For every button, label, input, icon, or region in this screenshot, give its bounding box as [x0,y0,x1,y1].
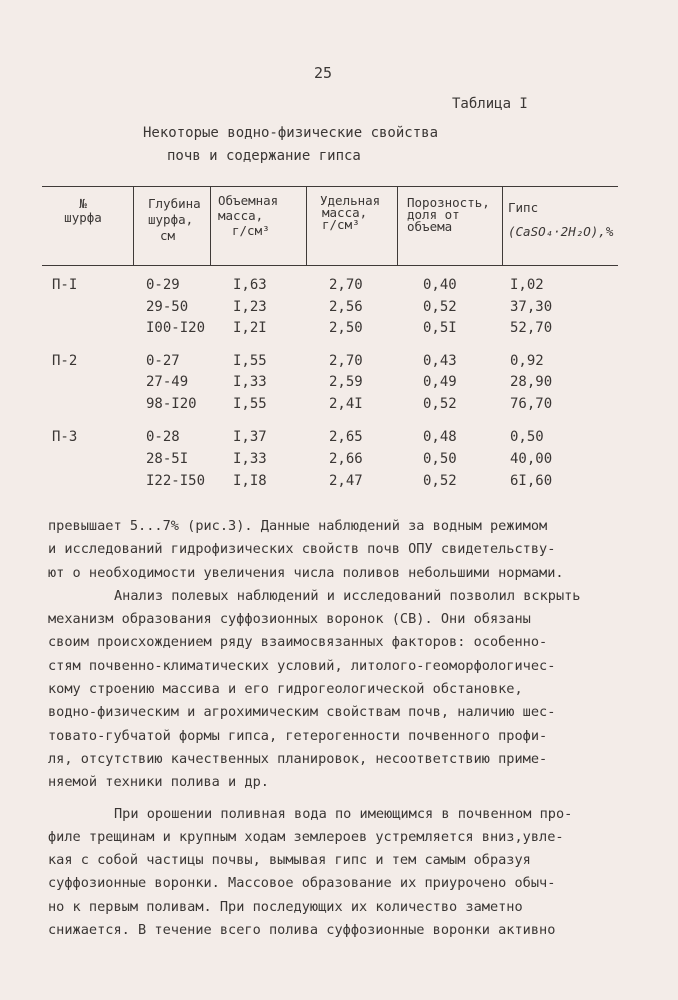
text-line: и исследований гидрофизических свойств почв ОПУ свидетельству- [48,541,556,558]
header-gypsum: Гипс (CaSO₄·2H₂O),% [508,200,614,239]
depth-cell: 27-49 [146,374,189,390]
text-line: суффозионные воронки. Массовое образование их приурочено обыч- [48,875,556,892]
particle-density-cell: 2,66 [329,451,363,467]
bulk-density-cell: I,I8 [233,473,267,489]
porosity-cell: 0,52 [423,396,457,412]
particle-density-cell: 2,47 [329,473,363,489]
porosity-cell: 0,50 [423,451,457,467]
gypsum-cell: 0,92 [510,353,544,369]
particle-density-cell: 2,65 [329,429,363,445]
pit-label: П-I [52,277,78,293]
particle-density-cell: 2,59 [329,374,363,390]
column-divider [210,186,211,266]
bulk-density-cell: I,63 [233,277,267,293]
table-caption-line-2: почв и содержание гипса [167,148,361,164]
porosity-cell: 0,48 [423,429,457,445]
body-text [48,515,648,942]
bulk-density-cell: I,2I [233,320,267,336]
column-divider [502,186,503,266]
text-line: стям почвенно-климатических условий, литолого-геоморфологичес- [48,657,556,674]
header-depth: Глубина шурфа, см [148,196,201,243]
text-line: ют о необходимости увеличения числа поливов небольшими нормами. [48,564,564,581]
porosity-cell: 0,49 [423,374,457,390]
depth-cell: 0-28 [146,429,180,445]
gypsum-cell: 52,70 [510,320,553,336]
text-line: превышает 5...7% (рис.3). Данные наблюдений за водным режимом [48,518,548,534]
bulk-density-cell: I,33 [233,451,267,467]
bulk-density-cell: I,37 [233,429,267,445]
column-divider [306,186,307,266]
depth-cell: 0-27 [146,353,180,369]
gypsum-cell: 40,00 [510,451,553,467]
depth-cell: 0-29 [146,277,180,293]
text-line: своим происхождением ряду взаимосвязанных факторов: особенно- [48,634,548,651]
particle-density-cell: 2,70 [329,353,363,369]
text-line: При орошении поливная вода по имеющимся в почвенном про- [114,805,573,822]
table-header-rule [42,265,618,266]
bulk-density-cell: I,55 [233,396,267,412]
porosity-cell: 0,52 [423,299,457,315]
text-line: ля, отсутствию качественных планировок, несоответствию приме- [48,750,548,767]
gypsum-cell: 37,30 [510,299,553,315]
header-bulk-density: Объемная масса, г/см³ [218,193,279,238]
text-line: но к первым поливам. При последующих их количество заметно [48,898,523,915]
bulk-density-cell: I,23 [233,299,267,315]
gypsum-cell: 0,50 [510,429,544,445]
gypsum-cell: 6I,60 [510,473,553,489]
depth-cell: 98-I20 [146,396,197,412]
header-porosity: Порозность, доля от объема [407,195,490,234]
depth-cell: I00-I20 [146,320,206,336]
particle-density-cell: 2,50 [329,320,363,336]
text-line: товато-губчатой формы гипса, гетерогенности почвенного профи- [48,727,548,744]
gypsum-cell: 28,90 [510,374,553,390]
depth-cell: 29-50 [146,299,189,315]
header-particle-density: Удельная масса, г/см³ [320,193,381,232]
text-line: кая с собой частицы почвы, вымывая гипс и тем самым образуя [48,852,531,869]
text-line: снижается. В течение всего полива суффозионные воронки активно [48,922,556,939]
table-label: Таблица I [452,96,528,112]
text-line: механизм образования суффозионных воронок (СВ). Они обязаны [48,611,531,628]
porosity-cell: 0,5I [423,320,457,336]
text-line: водно-физическим и агрохимическим свойствам почв, наличию шес- [48,704,556,721]
gypsum-cell: I,02 [510,277,544,293]
text-line: филе трещинам и крупным ходам землероев устремляется вниз,увле- [48,828,564,845]
pit-label: П-2 [52,353,78,369]
header-pit: № шурфа [64,196,102,225]
bulk-density-cell: I,33 [233,374,267,390]
depth-cell: I22-I50 [146,473,206,489]
column-divider [397,186,398,266]
particle-density-cell: 2,4I [329,396,363,412]
porosity-cell: 0,40 [423,277,457,293]
column-divider [133,186,134,266]
pit-label: П-3 [52,429,78,445]
depth-cell: 28-5I [146,451,189,467]
table-caption-line-1: Некоторые водно-физические свойства [143,125,439,141]
particle-density-cell: 2,70 [329,277,363,293]
table-top-rule [42,186,618,187]
porosity-cell: 0,43 [423,353,457,369]
text-line: кому строению массива и его гидрогеологической обстановке, [48,681,523,698]
text-line: Анализ полевых наблюдений и исследований позволил вскрыть [114,587,581,604]
porosity-cell: 0,52 [423,473,457,489]
bulk-density-cell: I,55 [233,353,267,369]
text-line: няемой техники полива и др. [48,774,269,791]
page-number: 25 [314,64,333,82]
gypsum-cell: 76,70 [510,396,553,412]
particle-density-cell: 2,56 [329,299,363,315]
